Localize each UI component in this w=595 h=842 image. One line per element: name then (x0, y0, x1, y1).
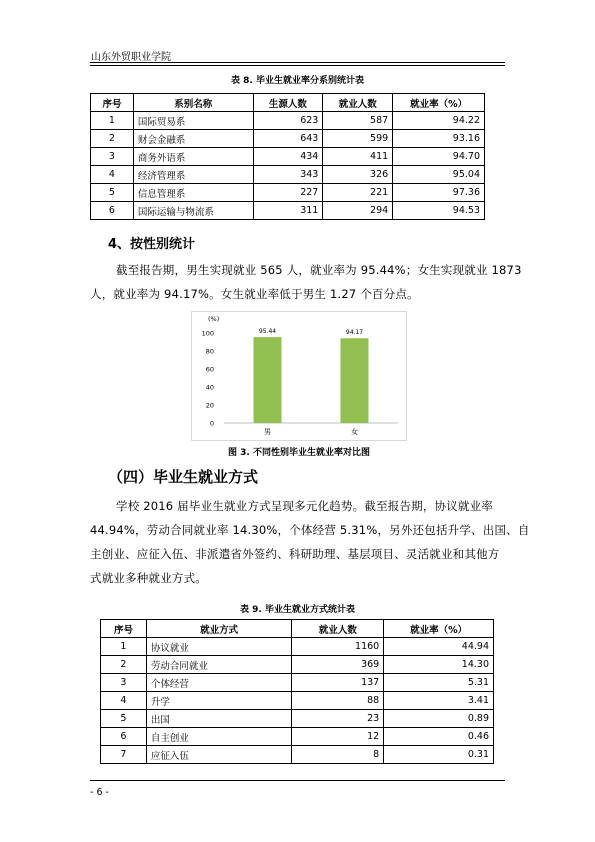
table-cell: 587 (323, 112, 393, 130)
section-heading-gender: 4、按性别统计 (108, 237, 196, 252)
table-cell: 3 (101, 674, 147, 692)
column-header: 序号 (101, 620, 147, 638)
table-cell: 5 (101, 710, 147, 728)
table-cell: 95.04 (393, 166, 485, 184)
table-cell: 411 (323, 148, 393, 166)
table8 (90, 93, 485, 220)
table-cell: 信息管理系 (133, 184, 253, 202)
table-cell: 23 (292, 710, 384, 728)
table-cell: 3.41 (384, 692, 494, 710)
table-cell: 4 (101, 692, 147, 710)
column-header: 生源人数 (253, 94, 323, 112)
table-cell: 商务外语系 (133, 148, 253, 166)
table-cell: 自主创业 (146, 728, 292, 746)
y-tick-label: 20 (205, 401, 214, 410)
table-cell: 88 (292, 692, 384, 710)
table-cell: 311 (253, 202, 323, 220)
table9 (100, 619, 494, 764)
methods-paragraph-line2: 44.94%，劳动合同就业率 14.30%，个体经营 5.31%，另外还包括升学、出国、自 (90, 523, 530, 537)
page-number: - 6 - (90, 787, 109, 798)
data-label: 95.44 (258, 328, 277, 336)
table-cell: 94.22 (393, 112, 485, 130)
table-cell: 5 (91, 184, 134, 202)
table-row (101, 728, 494, 746)
table-cell: 6 (101, 728, 147, 746)
chart-svg (192, 312, 406, 440)
header-rule-thin (90, 65, 505, 66)
y-tick-label: 0 (209, 419, 214, 428)
gender-employment-chart (191, 311, 407, 441)
table-cell: 2 (91, 130, 134, 148)
table-cell: 294 (323, 202, 393, 220)
table-cell: 94.70 (393, 148, 485, 166)
y-tick-label: 100 (201, 329, 214, 338)
table-cell: 个体经营 (146, 674, 292, 692)
table-cell: 0.31 (384, 746, 494, 764)
table-row (101, 638, 494, 656)
category-label: 女 (351, 428, 358, 436)
table-cell: 8 (292, 746, 384, 764)
table-cell: 97.36 (393, 184, 485, 202)
column-header: 就业率（%） (384, 620, 494, 638)
table-row (101, 674, 494, 692)
methods-paragraph-line1: 学校 2016 届毕业生就业方式呈现多元化趋势。截至报告期，协议就业率 (116, 499, 494, 513)
table-cell: 2 (101, 656, 147, 674)
column-header: 就业方式 (146, 620, 292, 638)
table-cell: 劳动合同就业 (146, 656, 292, 674)
data-label: 94.17 (345, 329, 364, 337)
table-cell: 434 (253, 148, 323, 166)
table-row (101, 746, 494, 764)
column-header: 就业人数 (323, 94, 393, 112)
table-cell: 应征入伍 (146, 746, 292, 764)
table-cell: 6 (91, 202, 134, 220)
column-header: 就业人数 (292, 620, 384, 638)
table-cell: 1 (101, 638, 147, 656)
y-tick-label: 40 (205, 383, 214, 392)
table-cell: 221 (323, 184, 393, 202)
table9-header-row (101, 620, 494, 638)
table-cell: 0.89 (384, 710, 494, 728)
table-cell: 3 (91, 148, 134, 166)
table-cell: 5.31 (384, 674, 494, 692)
table-cell: 7 (101, 746, 147, 764)
table-row (91, 184, 485, 202)
table-cell: 369 (292, 656, 384, 674)
table-cell: 599 (323, 130, 393, 148)
header-school-name: 山东外贸职业学院 (91, 52, 171, 63)
category-label: 男 (264, 428, 271, 436)
gender-paragraph-line1: 截至报告期，男生实现就业 565 人，就业率为 95.44%；女生实现就业 1873 (116, 263, 522, 277)
table-cell: 0.46 (384, 728, 494, 746)
table-cell: 经济管理系 (133, 166, 253, 184)
table-row (91, 130, 485, 148)
table-cell: 44.94 (384, 638, 494, 656)
table8-header-row (91, 94, 485, 112)
table-cell: 1 (91, 112, 134, 130)
table-cell: 623 (253, 112, 323, 130)
table-cell: 升学 (146, 692, 292, 710)
footer-rule (90, 780, 505, 781)
table-row (91, 202, 485, 220)
table-cell: 137 (292, 674, 384, 692)
table-cell: 出国 (146, 710, 292, 728)
table9-caption: 表 9. 毕业生就业方式统计表 (240, 605, 355, 615)
table-cell: 4 (91, 166, 134, 184)
table-cell: 财会金融系 (133, 130, 253, 148)
table-cell: 14.30 (384, 656, 494, 674)
table-cell: 227 (253, 184, 323, 202)
table-cell: 1160 (292, 638, 384, 656)
table-row (91, 166, 485, 184)
bar-女 (341, 338, 369, 423)
table-row (91, 112, 485, 130)
table-cell: 94.53 (393, 202, 485, 220)
table8-caption: 表 8. 毕业生就业率分系别统计表 (231, 76, 364, 86)
table-row (91, 148, 485, 166)
table-cell: 国际运输与物流系 (133, 202, 253, 220)
table-cell: 协议就业 (146, 638, 292, 656)
chart-caption: 图 3. 不同性别毕业生就业率对比图 (228, 448, 370, 458)
methods-paragraph-line4: 式就业多种就业方式。 (90, 571, 207, 585)
header-rule-thick (90, 62, 505, 63)
table-row (101, 656, 494, 674)
column-header: 就业率（%） (393, 94, 485, 112)
table-cell: 93.16 (393, 130, 485, 148)
column-header: 系别名称 (133, 94, 253, 112)
methods-paragraph-line3: 主创业、应征入伍、非派遣省外签约、科研助理、基层项目、灵活就业和其他方 (90, 547, 500, 561)
table-cell: 12 (292, 728, 384, 746)
gender-paragraph-line2: 人，就业率为 94.17%。女生就业率低于男生 1.27 个百分点。 (90, 287, 419, 301)
table-cell: 643 (253, 130, 323, 148)
table-cell: 343 (253, 166, 323, 184)
y-unit-label: (%) (208, 315, 220, 323)
column-header: 序号 (91, 94, 134, 112)
section-heading-employment-methods: （四）毕业生就业方式 (108, 468, 259, 486)
table-cell: 326 (323, 166, 393, 184)
table-row (101, 710, 494, 728)
bar-男 (254, 337, 282, 423)
y-tick-label: 80 (205, 347, 214, 356)
table-row (101, 692, 494, 710)
table-cell: 国际贸易系 (133, 112, 253, 130)
y-tick-label: 60 (205, 365, 214, 374)
